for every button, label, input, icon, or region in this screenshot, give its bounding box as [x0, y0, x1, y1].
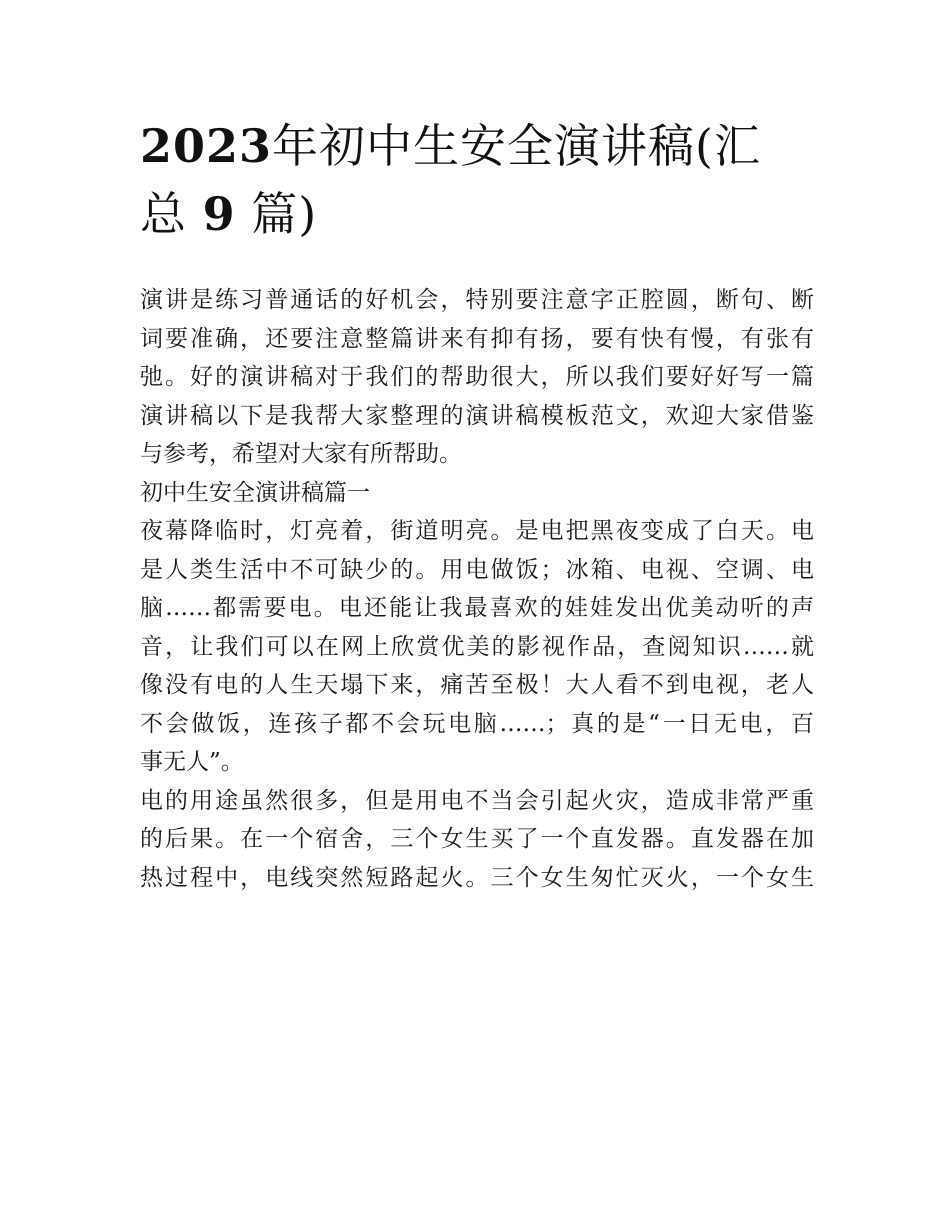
title-text-line2-pre: 总 [140, 187, 187, 241]
intro-paragraph [140, 281, 814, 474]
paragraph-line: 音，让我们可以在网上欣赏优美的影视作品，查阅知识……就 [140, 633, 814, 660]
intro-line: 与参考，希望对大家有所帮助。 [140, 441, 462, 467]
paragraph-line: 电的用途虽然很多，但是用电不当会引起火灾，造成非常严重 [140, 787, 814, 814]
paragraph-line: 不会做饭，连孩子都不会玩电脑……；真的是“一日无电，百 [140, 710, 814, 737]
title-count: 9 [202, 187, 236, 241]
document-title [140, 112, 820, 248]
paragraph-line: 是人类生活中不可缺少的。用电做饭；冰箱、电视、空调、电 [140, 556, 814, 583]
paragraph-line: 夜幕降临时，灯亮着，街道明亮。是电把黑夜变成了白天。电 [140, 518, 814, 544]
intro-line: 弛。好的演讲稿对于我们的帮助很大，所以我们要好好写一篇 [140, 364, 814, 390]
intro-line: 演讲稿以下是我帮大家整理的演讲稿模板范文，欢迎大家借鉴 [140, 402, 814, 429]
title-text-line2-post: 篇) [251, 187, 318, 241]
paragraph-line: 事无人”。 [140, 749, 244, 775]
paragraph-2 [140, 782, 814, 898]
paragraph-1 [140, 512, 814, 782]
title-text-line1: 年初中生安全演讲稿(汇 [272, 119, 761, 173]
paragraph-line: 像没有电的人生天塌下来，痛苦至极！大人看不到电视，老人 [140, 672, 814, 698]
paragraph-line: 的后果。在一个宿舍，三个女生买了一个直发器。直发器在加 [140, 826, 814, 852]
intro-line: 演讲是练习普通话的好机会，特别要注意字正腔圆，断句、断 [140, 287, 814, 313]
section-heading: 初中生安全演讲稿篇一 [140, 479, 370, 506]
paragraph-line: 热过程中，电线突然短路起火。三个女生匆忙灭火，一个女生 [140, 864, 814, 891]
document-body [140, 281, 814, 897]
title-year: 2023 [140, 119, 273, 173]
intro-line: 词要准确，还要注意整篇讲来有抑有扬，要有快有慢，有张有 [140, 325, 814, 352]
paragraph-line: 脑……都需要电。电还能让我最喜欢的娃娃发出优美动听的声 [140, 595, 814, 621]
